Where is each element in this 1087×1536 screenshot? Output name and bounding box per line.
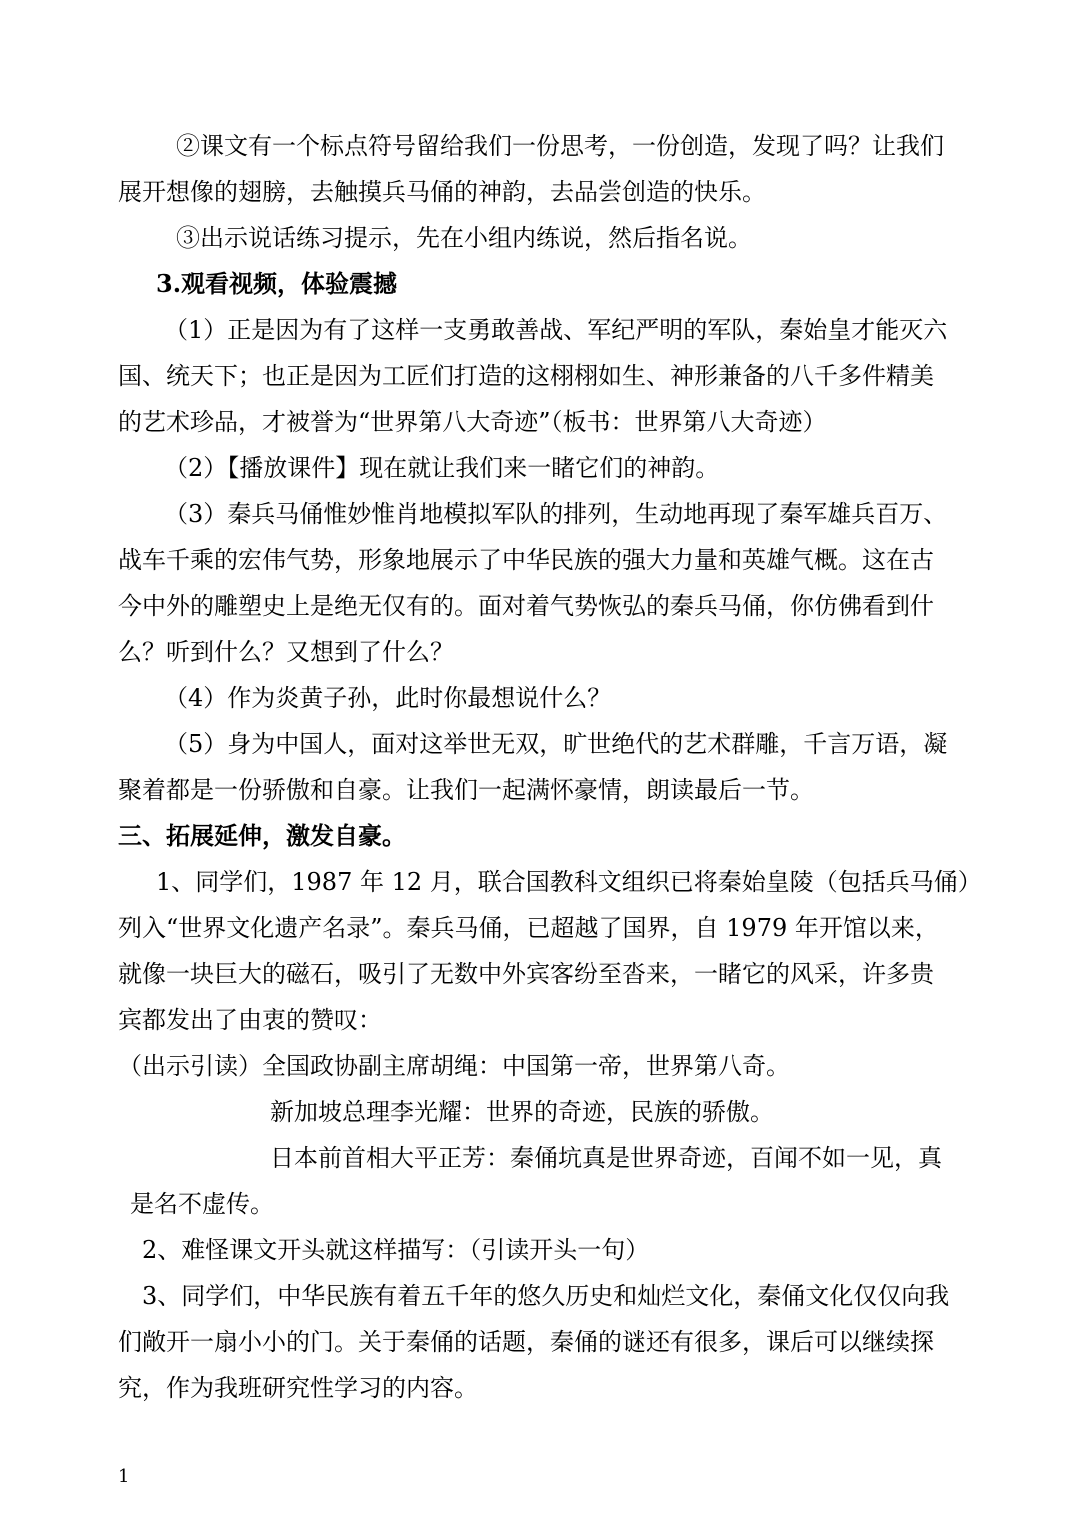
quote-line: （出示引读）全国政协副主席胡绳：中国第一帝，世界第八奇。	[118, 1052, 790, 1080]
paragraph-line: 的艺术珍品，才被誉为“世界第八大奇迹”（板书：世界第八大奇迹）	[118, 408, 827, 436]
paragraph-line: （1）正是因为有了这样一支勇敢善战、军纪严明的军队，秦始皇才能灭六	[164, 316, 948, 344]
paragraph-line: ②课文有一个标点符号留给我们一份思考，一份创造，发现了吗？让我们	[176, 132, 944, 160]
paragraph-line: 就像一块巨大的磁石，吸引了无数中外宾客纷至沓来，一睹它的风采，许多贵	[118, 960, 934, 988]
section-heading: 三、拓展延伸，激发自豪。	[118, 821, 406, 850]
quote-line: 新加坡总理李光耀：世界的奇迹，民族的骄傲。	[270, 1098, 774, 1126]
paragraph-line: （3）秦兵马俑惟妙惟肖地模拟军队的排列，生动地再现了秦军雄兵百万、	[164, 500, 948, 528]
paragraph-line: 展开想像的翅膀，去触摸兵马俑的神韵，去品尝创造的快乐。	[118, 178, 766, 206]
paragraph-line: 3、同学们，中华民族有着五千年的悠久历史和灿烂文化，秦俑文化仅仅向我	[142, 1282, 950, 1310]
paragraph-line: 宾都发出了由衷的赞叹：	[118, 1006, 382, 1034]
paragraph-line: ③出示说话练习提示，先在小组内练说，然后指名说。	[176, 224, 752, 252]
paragraph-line: 么？听到什么？又想到了什么？	[118, 638, 454, 666]
paragraph-line: （5）身为中国人，面对这举世无双，旷世绝代的艺术群雕，千言万语，凝	[164, 730, 948, 758]
paragraph-line: 2、难怪课文开头就这样描写：（引读开头一句）	[142, 1236, 650, 1264]
paragraph-line: 聚着都是一份骄傲和自豪。让我们一起满怀豪情，朗读最后一节。	[118, 776, 814, 804]
paragraph-line: 战车千乘的宏伟气势，形象地展示了中华民族的强大力量和英雄气概。这在古	[118, 546, 934, 574]
page-number: 1	[118, 1466, 130, 1487]
paragraph-line: （2）【播放课件】现在就让我们来一睹它们的神韵。	[164, 454, 720, 482]
paragraph-line: 国、统天下；也正是因为工匠们打造的这栩栩如生、神形兼备的八千多件精美	[118, 362, 934, 390]
section-heading: 3.观看视频，体验震撼	[156, 269, 398, 298]
paragraph-line: 们敞开一扇小小的门。关于秦俑的话题，秦俑的谜还有很多，课后可以继续探	[118, 1328, 934, 1356]
quote-line: 日本前首相大平正芳：秦俑坑真是世界奇迹，百闻不如一见，真	[270, 1144, 942, 1172]
paragraph-line: 究，作为我班研究性学习的内容。	[118, 1374, 478, 1402]
paragraph-line: 1、同学们，1987 年 12 月，联合国教科文组织已将秦始皇陵（包括兵马俑）	[156, 868, 982, 896]
paragraph-line: （4）作为炎黄子孙，此时你最想说什么？	[164, 684, 612, 712]
quote-line: 是名不虚传。	[130, 1190, 274, 1218]
paragraph-line: 列入“世界文化遗产名录”。秦兵马俑，已超越了国界，自 1979 年开馆以来，	[118, 914, 939, 942]
paragraph-line: 今中外的雕塑史上是绝无仅有的。面对着气势恢弘的秦兵马俑，你仿佛看到什	[118, 592, 934, 620]
